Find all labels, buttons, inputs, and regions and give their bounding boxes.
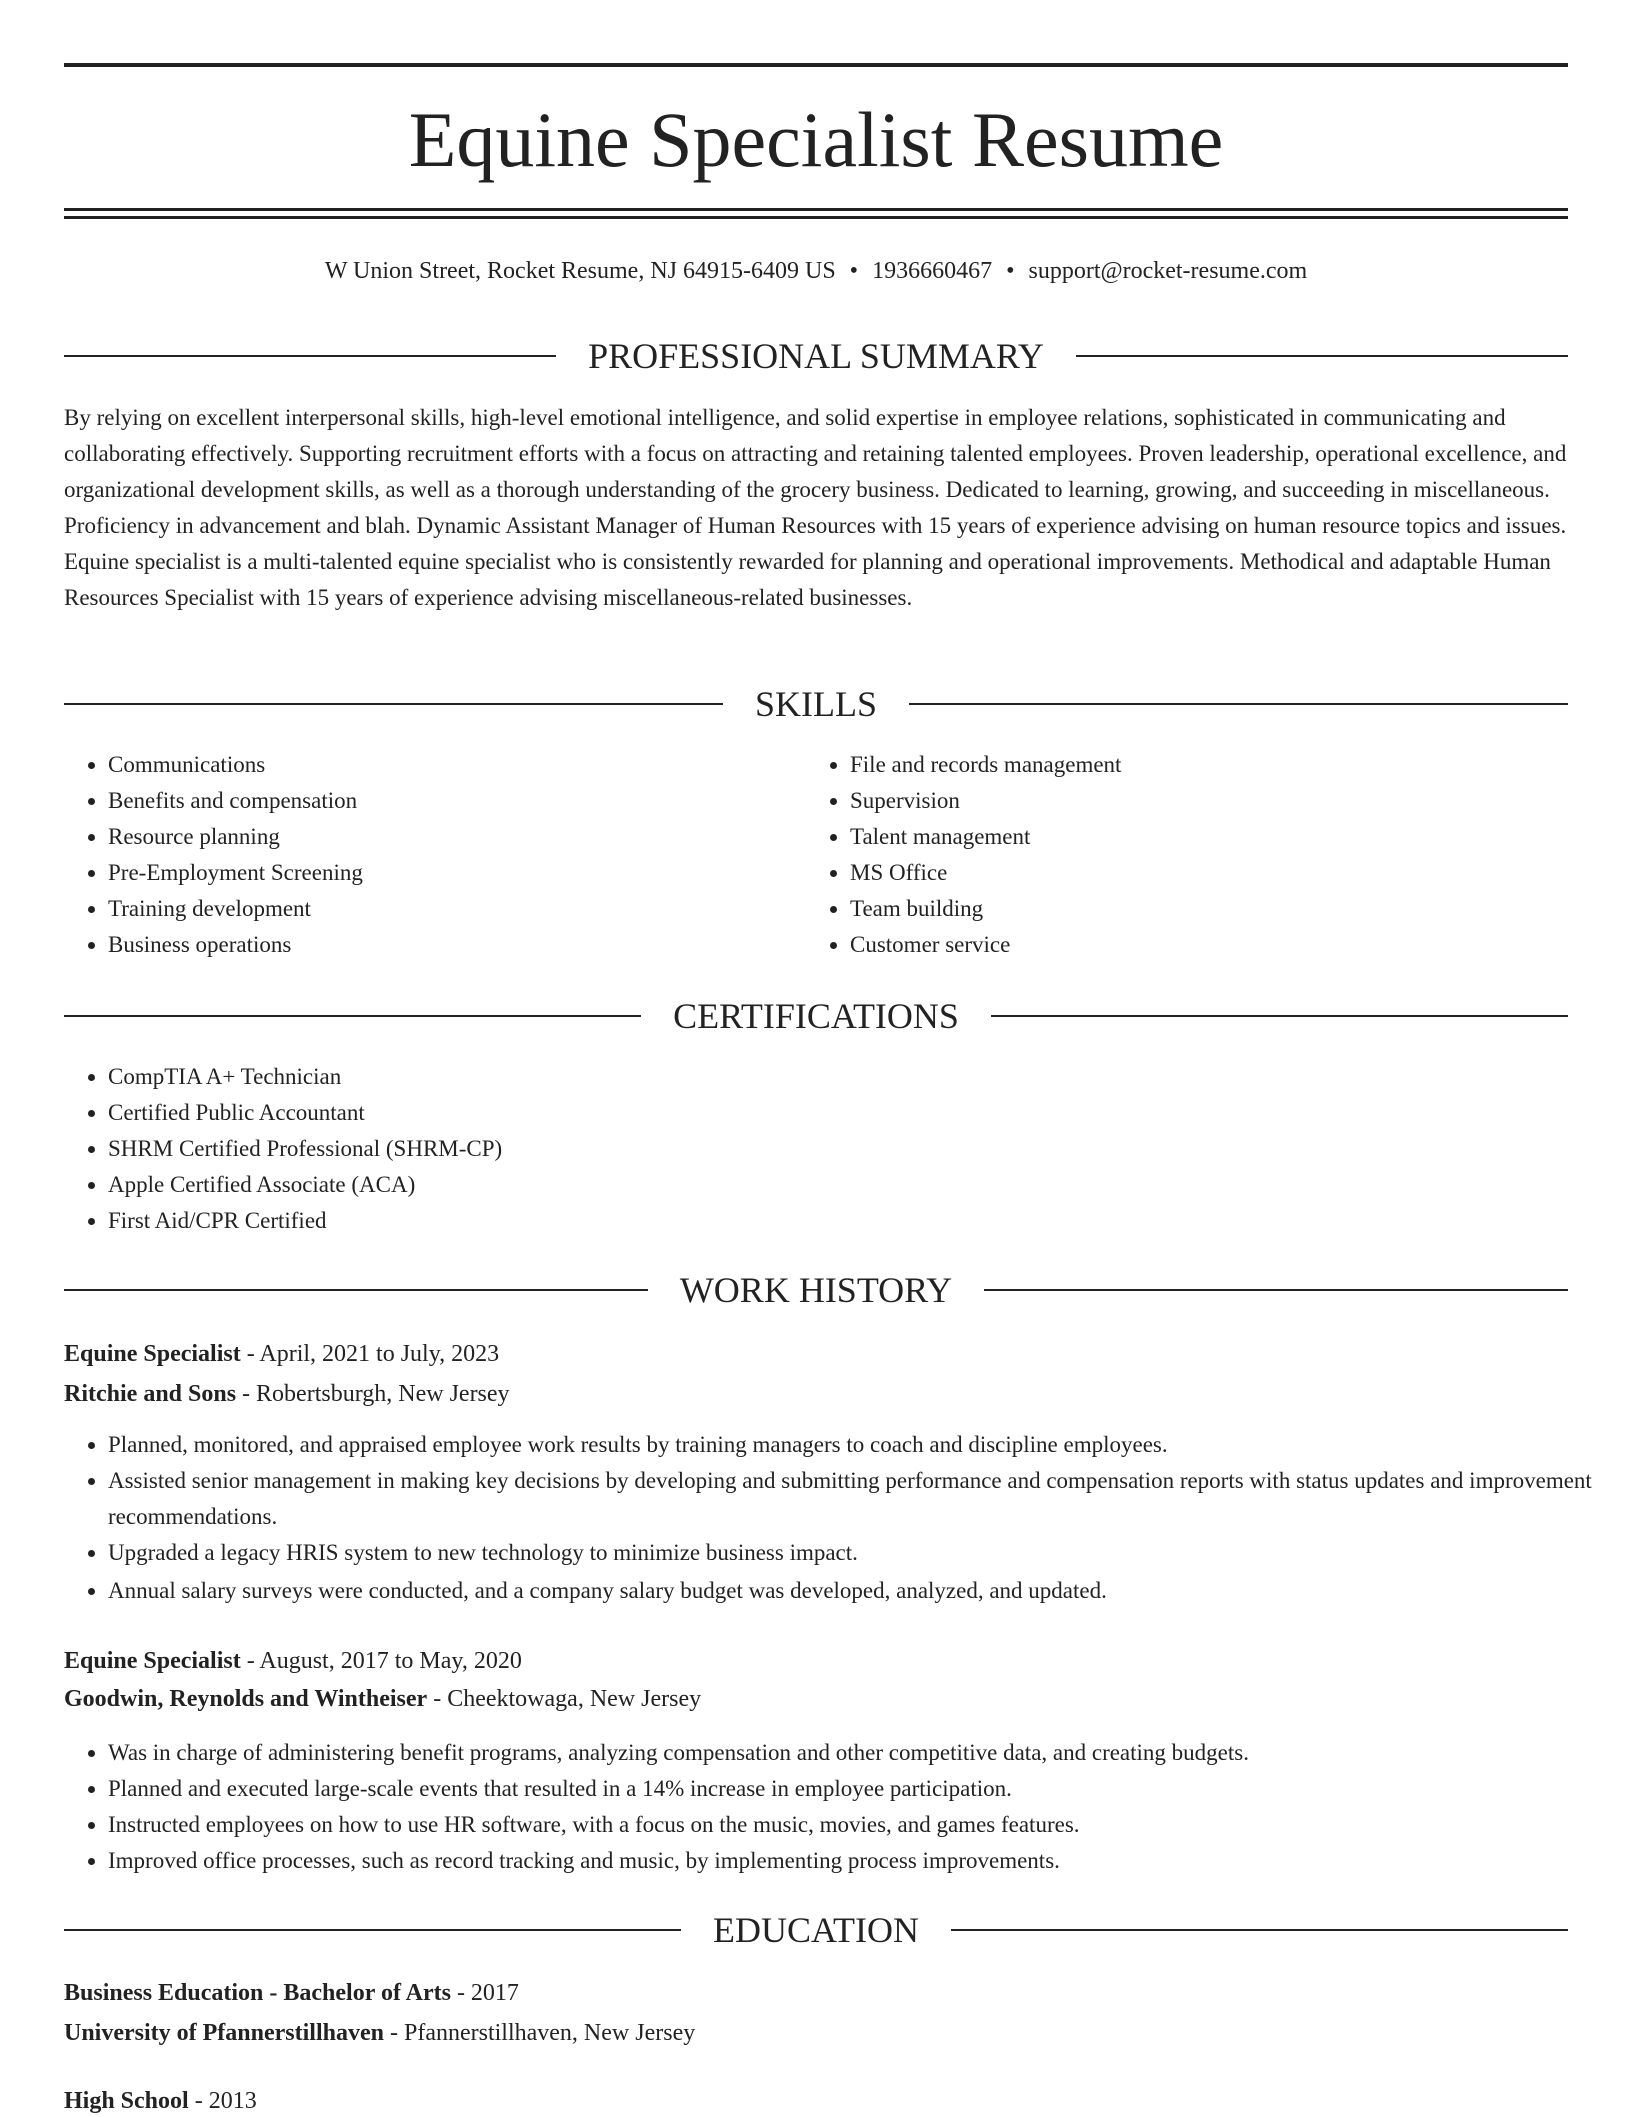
skill-item: • MS Office <box>850 855 1570 891</box>
skill-item: • Benefits and compensation <box>108 783 808 819</box>
section-heading-certifications <box>64 994 1568 1038</box>
job-bullet: • Instructed employees on how to use HR software, with a focus on the music, movies, and games features. <box>108 1807 1608 1843</box>
certification-item: • Apple Certified Associate (ACA) <box>108 1167 1568 1203</box>
education-school: University of Pfannerstillhaven <box>64 2020 384 2046</box>
section-heading-summary <box>64 334 1568 378</box>
job-title-line <box>64 1645 1568 1677</box>
certification-item: • CompTIA A+ Technician <box>108 1059 1568 1095</box>
section-heading-skills <box>64 682 1568 726</box>
skill-item: • Business operations <box>108 927 808 963</box>
job-title: Equine Specialist <box>64 1341 241 1367</box>
education-degree-line <box>64 1977 1568 2009</box>
heading-rule-right <box>1076 355 1568 357</box>
title-underline-lower <box>64 216 1568 219</box>
job-company-line <box>64 1683 1568 1715</box>
contact-separator: • <box>849 258 859 284</box>
heading-rule-right <box>909 703 1568 705</box>
skill-item: • Training development <box>108 891 808 927</box>
skill-item: • Team building <box>850 891 1570 927</box>
education-school-line <box>64 2017 1568 2049</box>
job-title-line <box>64 1338 1568 1370</box>
skill-item: • Resource planning <box>108 819 808 855</box>
heading-rule-left <box>64 1289 648 1291</box>
job-company: Ritchie and Sons <box>64 1381 237 1407</box>
heading-rule-left <box>64 355 556 357</box>
skill-item: • Communications <box>108 747 808 783</box>
section-title: SKILLS <box>755 684 878 724</box>
job-company-line <box>64 1378 1568 1410</box>
heading-rule-right <box>991 1015 1568 1017</box>
job-location: - Robertsburgh, New Jersey <box>236 1381 510 1407</box>
certifications-list <box>64 1059 1568 1239</box>
resume-title: Equine Specialist Resume <box>408 96 1224 183</box>
heading-rule-left <box>64 1015 641 1017</box>
job-company: Goodwin, Reynolds and Wintheiser <box>64 1686 428 1712</box>
education-degree: High School <box>64 2088 189 2114</box>
contact-phone: 1936660467 <box>872 258 993 284</box>
skill-item: • Supervision <box>850 783 1570 819</box>
top-rule <box>64 63 1568 67</box>
education-location: - Pfannerstillhaven, New Jersey <box>383 2020 696 2046</box>
job-bullets <box>64 1427 1608 1609</box>
skill-item: • Customer service <box>850 927 1570 963</box>
heading-rule-right <box>984 1289 1568 1291</box>
job-bullet: • Was in charge of administering benefit programs, analyzing compensation and other competitive data, and creating budgets. <box>108 1735 1608 1771</box>
skill-item: • File and records management <box>850 747 1570 783</box>
heading-rule-left <box>64 1929 681 1931</box>
job-location: - Cheektowaga, New Jersey <box>427 1686 702 1712</box>
job-bullet: • Improved office processes, such as record tracking and music, by implementing process improvements. <box>108 1843 1608 1879</box>
certification-item: • Certified Public Accountant <box>108 1095 1568 1131</box>
section-title: PROFESSIONAL SUMMARY <box>588 336 1044 376</box>
education-degree-line <box>64 2085 1568 2117</box>
title-underline-upper <box>64 208 1568 211</box>
education-degree: Business Education - Bachelor of Arts <box>64 1980 451 2006</box>
certification-item: • First Aid/CPR Certified <box>108 1203 1568 1239</box>
job-dates: - August, 2017 to May, 2020 <box>240 1648 522 1674</box>
skills-list-right <box>806 747 1570 963</box>
skill-item: • Talent management <box>850 819 1570 855</box>
skills-list-left <box>64 747 808 963</box>
section-title: WORK HISTORY <box>679 1270 953 1310</box>
job-dates: - April, 2021 to July, 2023 <box>240 1341 500 1367</box>
section-title: EDUCATION <box>713 1910 919 1950</box>
contact-email[interactable]: support@rocket-resume.com <box>1028 258 1308 284</box>
job-bullet: • Assisted senior management in making key decisions by developing and submitting performance and compensation reports with status updates and improvement recommendations. <box>108 1463 1608 1535</box>
job-bullet: • Upgraded a legacy HRIS system to new technology to minimize business impact. <box>108 1535 1608 1571</box>
job-title: Equine Specialist <box>64 1648 241 1674</box>
education-year: - 2013 <box>188 2088 257 2114</box>
section-heading-education <box>64 1908 1568 1952</box>
heading-rule-left <box>64 703 723 705</box>
job-bullet: • Annual salary surveys were conducted, and a company salary budget was developed, analyzed, and updated. <box>108 1573 1608 1609</box>
contact-separator: • <box>1006 258 1015 284</box>
job-bullets <box>64 1735 1608 1879</box>
contact-line <box>64 256 1568 286</box>
job-bullet: • Planned and executed large-scale events that resulted in a 14% increase in employee participation. <box>108 1771 1608 1807</box>
section-heading-work <box>64 1268 1568 1312</box>
certification-item: • SHRM Certified Professional (SHRM-CP) <box>108 1131 1568 1167</box>
heading-rule-right <box>951 1929 1568 1931</box>
skill-item: • Pre-Employment Screening <box>108 855 808 891</box>
summary-text: By relying on excellent interpersonal skills, high-level emotional intelligence, and solid expertise in employee relations, sophisticated in communicating and collaborating effectively. Supporting recruitment efforts with a focus on attracting and retaining talented employees. Proven leadership, operational excellence, and organizational development skills, as well as a thorough understanding of the grocery business. Dedicated to learning, growing, and succeeding in miscellaneous. Proficiency in advancement and blah. Dynamic Assistant Manager of Human Resources with 15 years of experience advising on human resource topics and issues. Equine specialist is a multi-talented equine specialist who is consistently rewarded for planning and operational improvements. Methodical and adaptable Human Resources Specialist with 15 years of experience advising miscellaneous-related businesses. <box>64 405 1567 610</box>
contact-address: W Union Street, Rocket Resume, NJ 64915-6409 US <box>324 258 836 284</box>
section-title: CERTIFICATIONS <box>673 996 959 1036</box>
job-bullet: • Planned, monitored, and appraised employee work results by training managers to coach and discipline employees. <box>108 1427 1608 1463</box>
education-year: - 2017 <box>450 1980 519 2006</box>
